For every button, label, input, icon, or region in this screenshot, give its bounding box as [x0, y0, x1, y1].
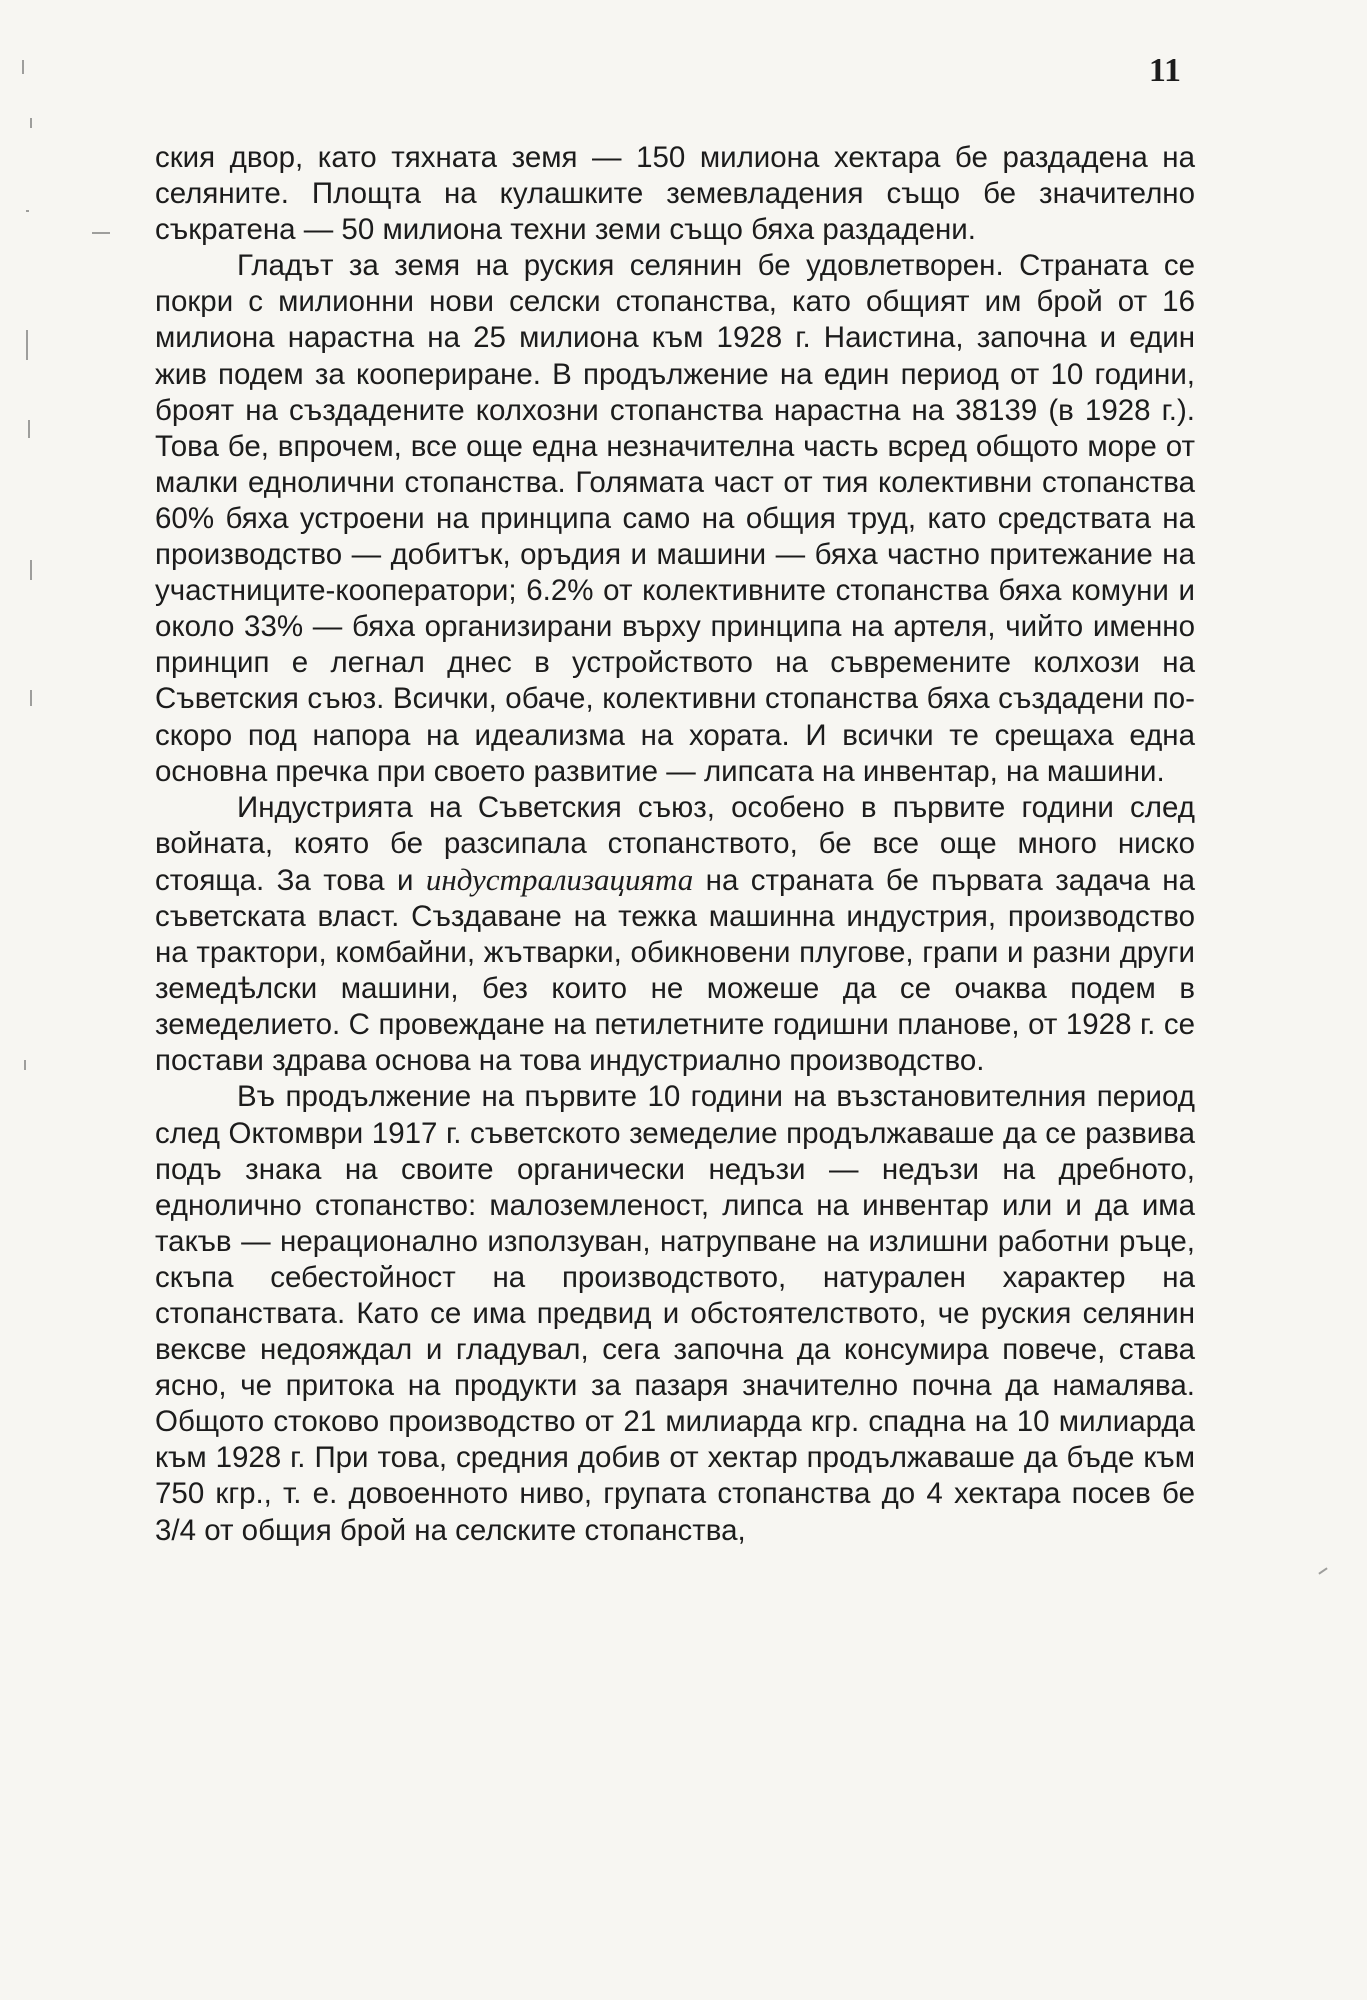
body-text [155, 140, 1195, 1549]
paragraph-text: на страната бе първата задача на съветската власт. Създаване на тежка машинна индустрия, производство на трактори, комбайни, жътварки, обикновени плугове, грапи и разни други земедѣлски машини, без които не можеше да се очаква подем в земеделието. С провеждане на петилетните годишни планове, от 1928 г. се постави здрава основа на това индустриално производство. [155, 863, 1195, 1078]
paragraph [155, 248, 1195, 789]
page-number: 11 [1148, 52, 1181, 89]
paragraph [155, 1079, 1195, 1548]
paragraph-text: Индустрията на Съветския съюз, особено в първите години след войната, която бе разсипала стопанството, бе все още много ниско стояща. За това и [155, 790, 1195, 897]
emphasized-term: индустрализацията [425, 861, 694, 897]
paragraph [155, 140, 1195, 248]
paragraph [155, 790, 1195, 1080]
paragraph-text: Въ продължение на първите 10 години на възстановителния период след Октомври 1917 г. съветското земеделие продължаваше да се развива подъ знака на своите органически недъзи — недъзи на дребното, еднолично стопанство: малоземленост, липса на инвентар или и да има такъв — нерационално използуван, натрупване на излишни работни ръце, скъпа себестойност на производството, натурален характер на стопанствата. Като се има предвид и обстоятелството, че руския селянин вексве недояждал и гладувал, сега започна да консумира повече, става ясно, че притока на продукти за пазаря значително почна да намалява. Общото стоково производство от 21 милиарда кгр. спадна на 10 милиарда към 1928 г. При това, средния добив от хектар продължаваше да бъде към 750 кгр., т. е. довоенното ниво, групата стопанства до 4 хектара посев бе 3/4 от общия брой на селските стопанства, [155, 1080, 1195, 1547]
paragraph-text: ския двор, като тяхната земя — 150 милиона хектара бе раздадена на селяните. Площта на кулашките земевладения също бе значително съкратена — 50 милиона техни земи също бяха раздадени. [155, 141, 1195, 247]
paragraph-text: Гладът за земя на руския селянин бе удовлетворен. Страната се покри с милионни нови селски стопанства, като общият им брой от 16 милиона нарастна на 25 милиона към 1928 г. Наистина, започна и един жив подем за коопериране. В продължение на един период от 10 години, броят на създадените колхозни стопанства нарастна на 38139 (в 1928 г.). Това бе, впрочем, все още една незначителна часть всред общото море от малки еднолични стопанства. Голямата част от тия колективни стопанства 60% бяха устроени на принципа само на общия труд, като средствата на производство — добитък, оръдия и машини — бяха частно притежание на участниците-кооператори; 6.2% от колективните стопанства бяха комуни и около 33% — бяха организирани върху принципа на артеля, чийто именно принцип е легнал днес в устройството на съвремените колхози на Съветския съюз. Всички, обаче, колективни стопанства бяха създадени по-скоро под напора на идеализма на хората. И всички те срещаха една основна пречка при своето развитие — липсата на инвентар, на машини. [155, 249, 1195, 788]
